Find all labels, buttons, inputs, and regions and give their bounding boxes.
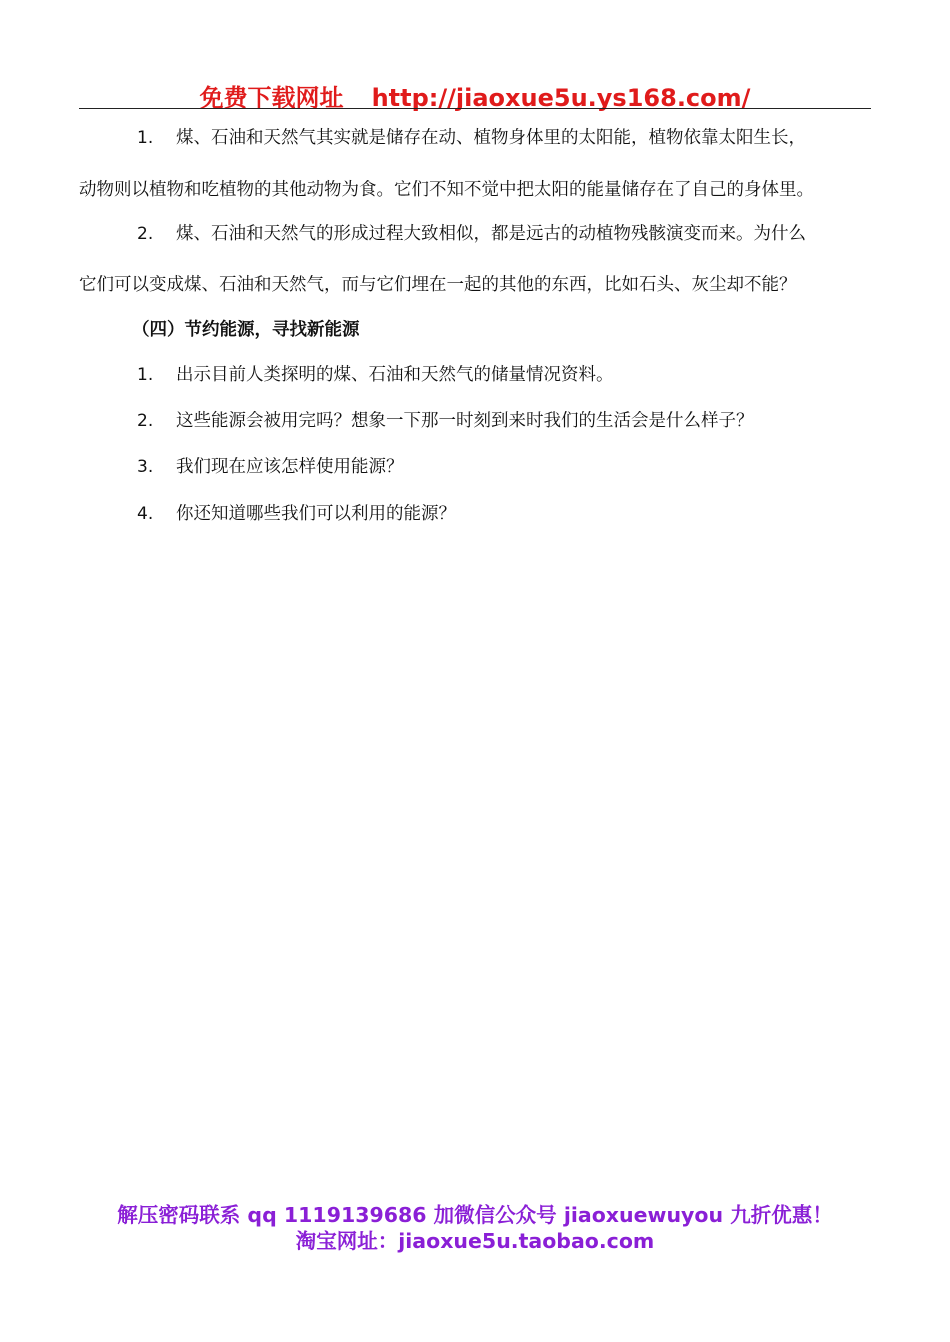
paragraph-line: 它们可以变成煤、石油和天然气，而与它们埋在一起的其他的东西，比如石头、灰尘却不能？ — [79, 275, 797, 295]
item-number: 1. — [137, 365, 154, 385]
paragraph-line: 动物则以植物和吃植物的其他动物为食。它们不知不觉中把太阳的能量储存在了自己的身体里。 — [79, 180, 814, 200]
item-number: 2. — [137, 411, 154, 431]
header-divider — [79, 108, 871, 109]
list-item: 你还知道哪些我们可以利用的能源？ — [176, 504, 456, 524]
paragraph-line: 煤、石油和天然气其实就是储存在动、植物身体里的太阳能，植物依靠太阳生长， — [176, 128, 806, 148]
list-item: 出示目前人类探明的煤、石油和天然气的储量情况资料。 — [176, 365, 614, 385]
item-number: 4. — [137, 504, 154, 524]
footer-contact: 解压密码联系 qq 1119139686 加微信公众号 jiaoxuewuyou 九折优惠！ — [117, 1203, 833, 1227]
section-heading: （四）节约能源，寻找新能源 — [132, 320, 360, 340]
header-url[interactable]: http://jiaoxue5u.ys168.com/ — [371, 84, 751, 112]
item-number: 1. — [137, 128, 154, 148]
item-number: 3. — [137, 457, 154, 477]
header-label: 免费下载网址 — [199, 84, 344, 112]
footer-shop-link[interactable]: 淘宝网址：jiaoxue5u.taobao.com — [295, 1229, 655, 1253]
list-item: 我们现在应该怎样使用能源？ — [176, 457, 404, 477]
item-number: 2. — [137, 224, 154, 244]
list-item: 这些能源会被用完吗？想象一下那一时刻到来时我们的生活会是什么样子？ — [176, 411, 754, 431]
paragraph-line: 煤、石油和天然气的形成过程大致相似，都是远古的动植物残骸演变而来。为什么 — [176, 224, 806, 244]
